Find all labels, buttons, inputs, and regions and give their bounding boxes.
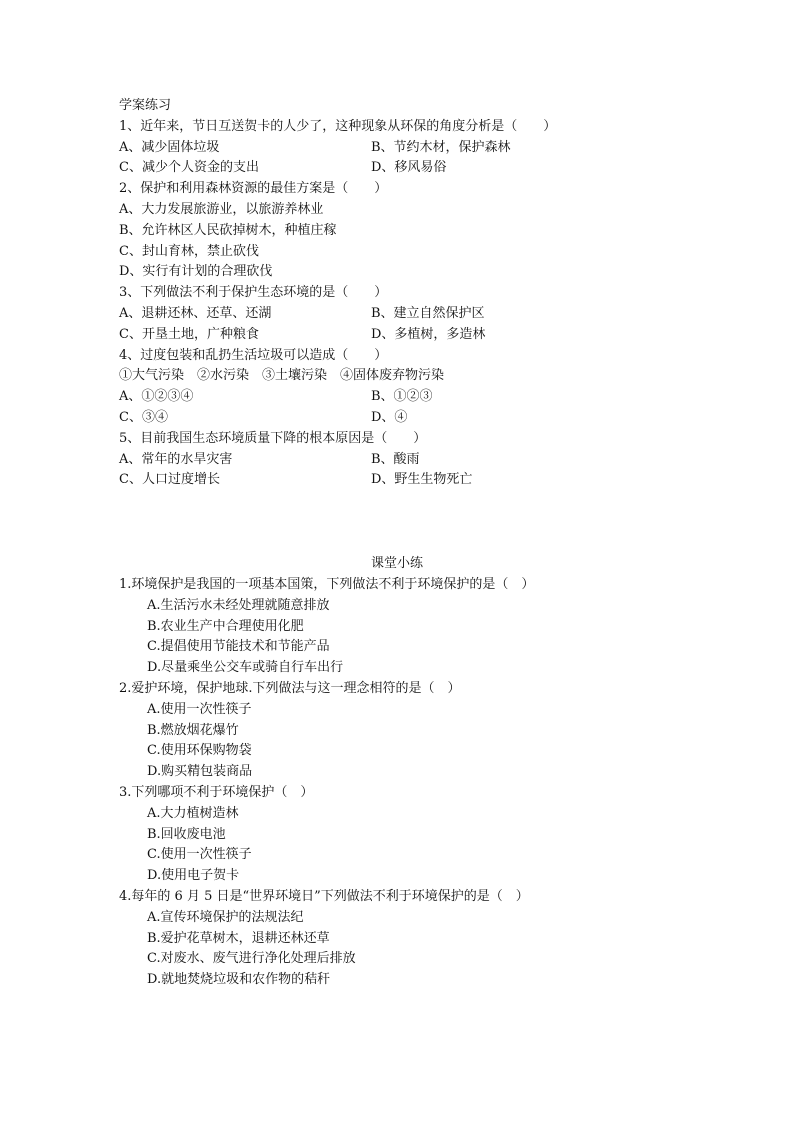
option-b: B.农业生产中合理使用化肥 <box>147 618 304 634</box>
option-d: D.购买精包装商品 <box>147 764 253 780</box>
question-3-options-ab <box>119 304 679 325</box>
option-c: C.对废水、废气进行净化处理后排放 <box>147 951 356 967</box>
option-d: D.使用电子贺卡 <box>147 868 240 884</box>
option-c: C、封山育林，禁止砍伐 <box>119 243 259 259</box>
option-d: D、实行有计划的合理砍伐 <box>119 264 273 280</box>
option-b: B、允许林区人民砍掉树木，种植庄稼 <box>119 222 337 238</box>
option-d: D、④ <box>371 409 408 425</box>
question-4-stem: 4、过度包装和乱扔生活垃圾可以造成（ ） <box>119 347 388 363</box>
section-study-exercises <box>119 96 679 491</box>
option-b: B.回收废电池 <box>147 826 226 842</box>
option-d: D.就地焚烧垃圾和农作物的秸秆 <box>147 972 331 988</box>
option-b: B、①②③ <box>371 389 433 405</box>
option-c: C、③④ <box>119 409 168 425</box>
question-3-stem: 3、下列做法不利于保护生态环境的是（ ） <box>119 285 388 301</box>
question-4-stem: 4.每年的 6 月 5 日是“世界环境日”下列做法不利于环境保护的是（ ） <box>119 888 529 904</box>
section-classroom-practice <box>119 575 679 991</box>
option-b: B、节约木材，保护森林 <box>371 139 511 155</box>
option-a: A、大力发展旅游业，以旅游养林业 <box>119 201 324 217</box>
question-3-stem: 3.下列哪项不利于环境保护（ ） <box>119 784 314 800</box>
question-2-stem: 2.爱护环境，保护地球.下列做法与这一理念相符的是（ ） <box>119 680 461 696</box>
option-a: A、常年的水旱灾害 <box>119 451 233 467</box>
option-c: C.提倡使用节能技术和节能产品 <box>147 639 330 655</box>
option-c: C.使用环保购物袋 <box>147 743 252 759</box>
option-d: D、移风易俗 <box>371 160 447 176</box>
question-5-options-ab <box>119 450 679 471</box>
option-b: B、建立自然保护区 <box>371 305 485 321</box>
option-b: B、酸雨 <box>371 451 420 467</box>
option-c: C、减少个人资金的支出 <box>119 160 259 176</box>
option-c: C、人口过度增长 <box>119 472 220 488</box>
option-c: C.使用一次性筷子 <box>147 847 252 863</box>
question-1-options-ab <box>119 138 679 159</box>
question-4-options-ab <box>119 387 679 408</box>
option-a: A.生活污水未经处理就随意排放 <box>147 597 330 613</box>
question-1-stem: 1、近年来，节日互送贺卡的人少了，这种现象从环保的角度分析是（ ） <box>119 118 557 134</box>
question-5-stem: 5、目前我国生态环境质量下降的根本原因是（ ） <box>119 430 427 446</box>
question-1-stem: 1.环境保护是我国的一项基本国策，下列做法不利于环境保护的是（ ） <box>119 577 535 592</box>
option-b: B.燃放烟花爆竹 <box>147 722 239 738</box>
option-d: D、多植树，多造林 <box>371 326 486 342</box>
option-a: A、退耕还林、还草、还湖 <box>119 305 272 321</box>
question-3-options-cd <box>119 325 679 346</box>
question-1-options-cd <box>119 158 679 179</box>
option-a: A.使用一次性筷子 <box>147 701 252 717</box>
section-title: 学案练习 <box>119 98 172 113</box>
option-b: B.爱护花草树木，退耕还林还草 <box>147 930 330 946</box>
option-d: D.尽量乘坐公交车或骑自行车出行 <box>147 660 344 676</box>
option-a: A.大力植树造林 <box>147 805 239 821</box>
question-4-options-cd <box>119 408 679 429</box>
question-5-options-cd <box>119 470 679 491</box>
option-a: A、①②③④ <box>119 389 194 405</box>
question-2-stem: 2、保护和利用森林资源的最佳方案是（ ） <box>119 181 388 197</box>
question-4-items: ①大气污染 ②水污染 ③土壤污染 ④固体废弃物污染 <box>119 368 445 384</box>
option-d: D、野生生物死亡 <box>371 472 473 488</box>
option-a: A.宣传环境保护的法规法纪 <box>147 909 304 925</box>
option-a: A、减少固体垃圾 <box>119 139 220 155</box>
option-c: C、开垦土地，广种粮食 <box>119 326 259 342</box>
section-title-classroom-practice: 课堂小练 <box>370 556 423 571</box>
